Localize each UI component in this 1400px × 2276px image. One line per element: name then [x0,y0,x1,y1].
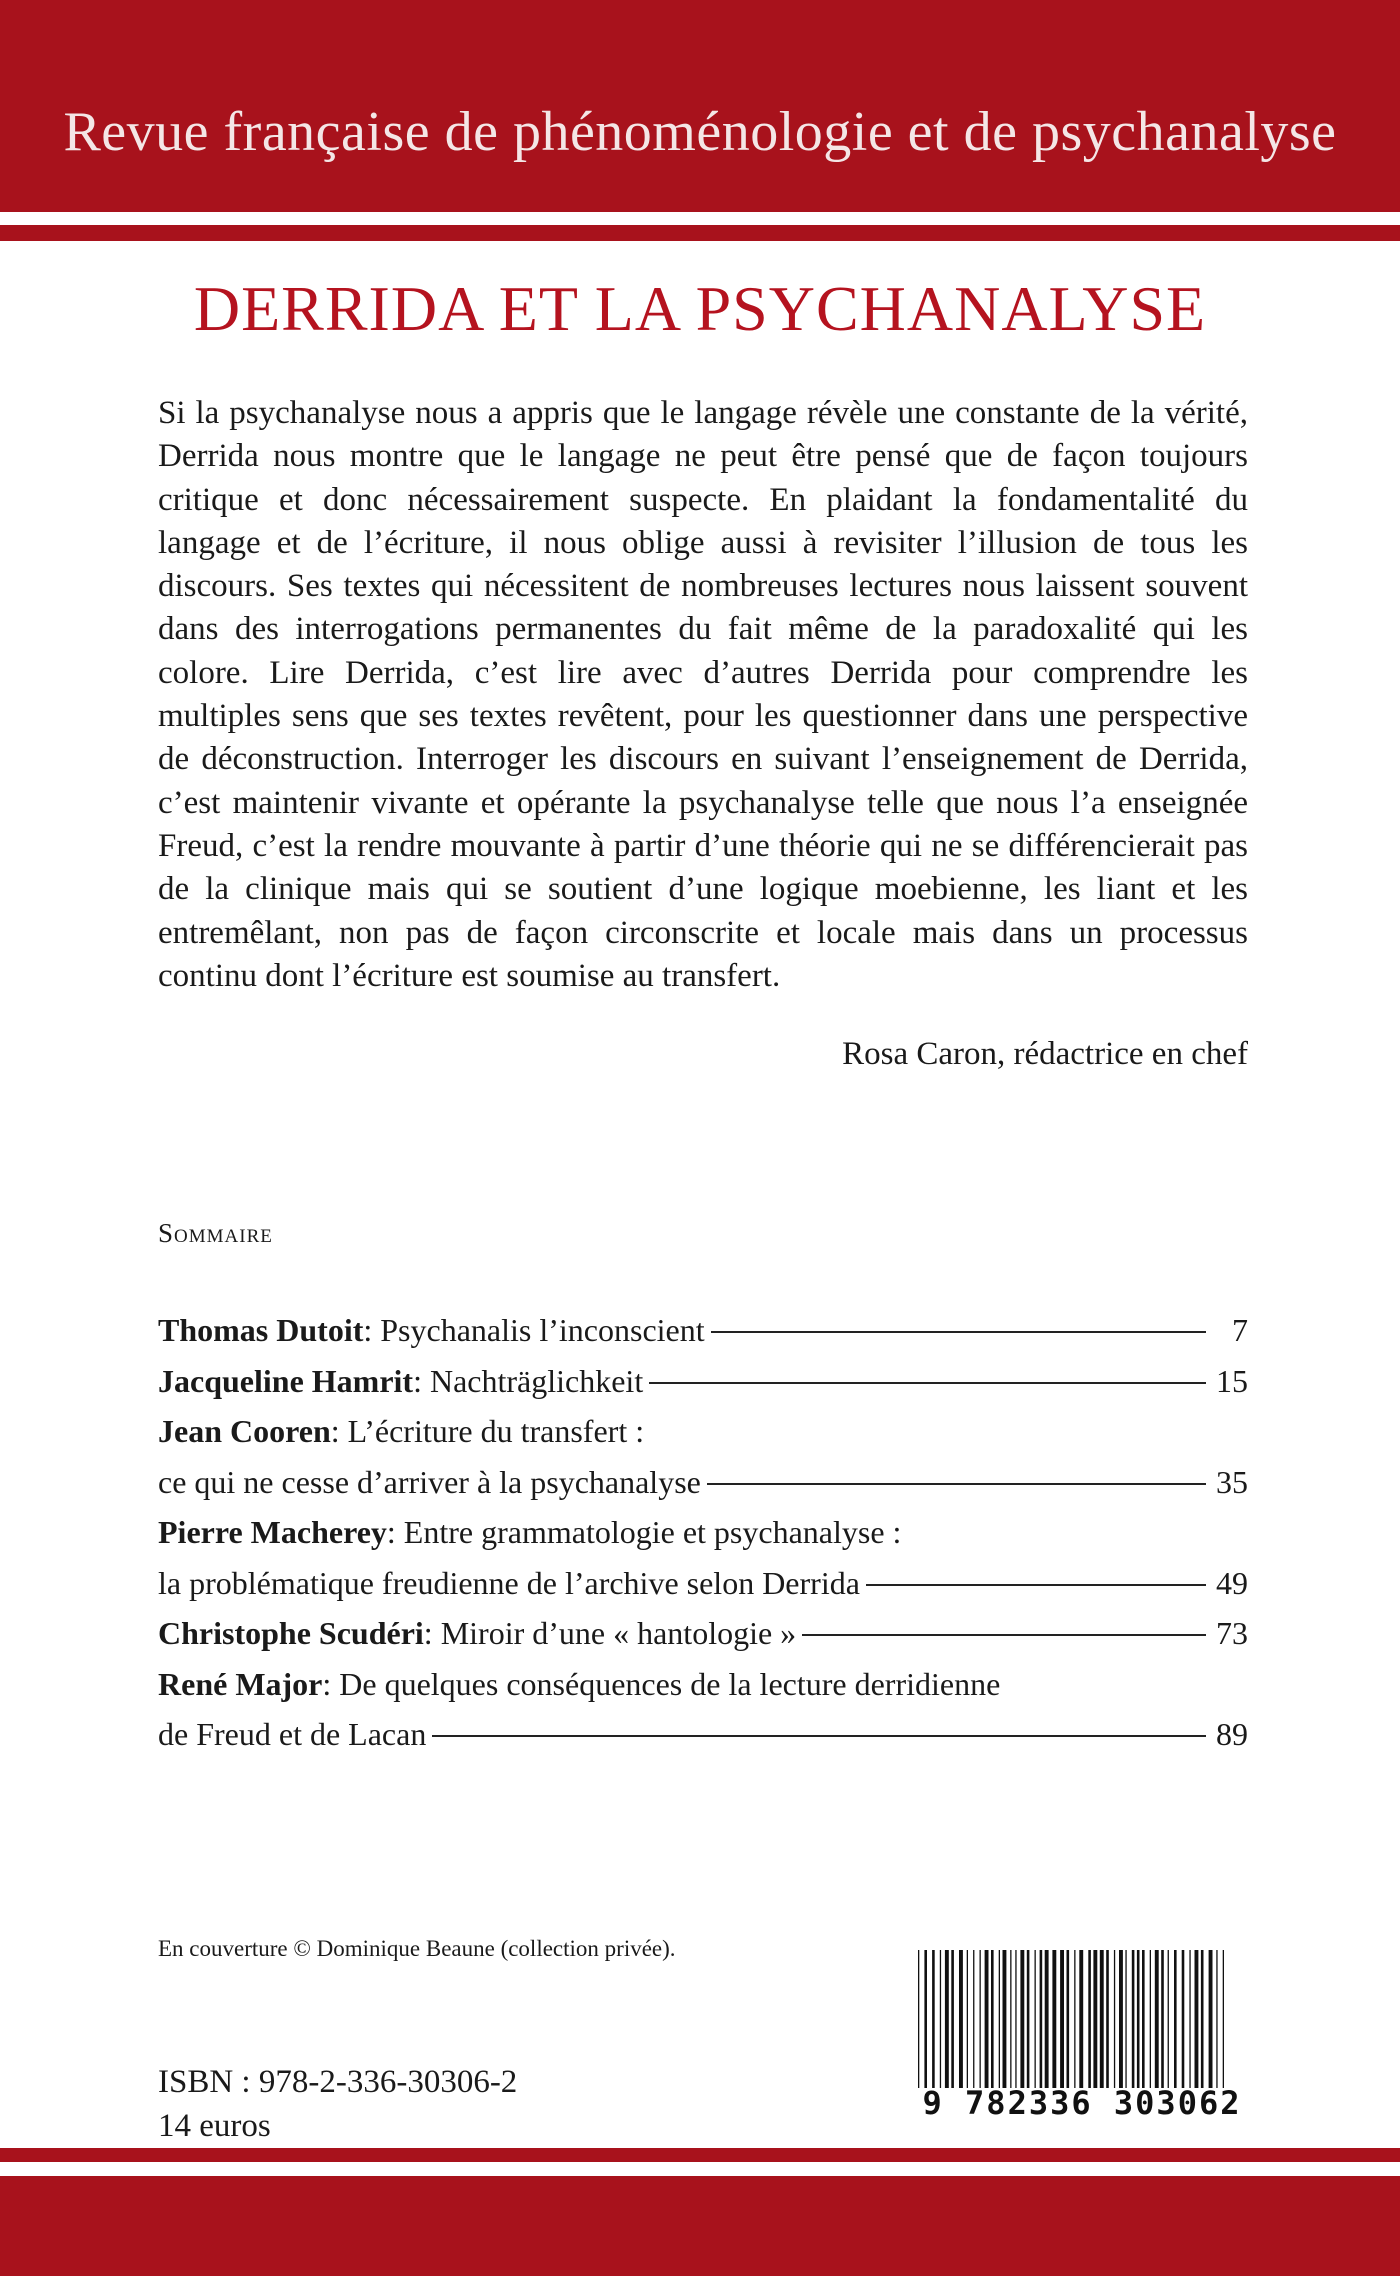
price: 14 euros [158,2108,271,2144]
barcode-bar [1168,1950,1169,2088]
barcode-bar [1195,1950,1199,2088]
barcode-bar [1161,1950,1164,2088]
isbn: ISBN : 978-2-336-30306-2 [158,2064,518,2100]
toc-leader-line [802,1634,1206,1636]
barcode-bar [1125,1950,1126,2088]
barcode-bar [1088,1950,1091,2088]
toc-title-continuation: ce qui ne cesse d’arriver à la psychanalyse [158,1463,701,1500]
toc-title: : Nachträglichkeit [413,1362,644,1399]
barcode-bar [1045,1950,1049,2088]
toc-leader-line [432,1735,1206,1737]
abstract [158,392,1248,998]
barcode-bar [1137,1950,1140,2088]
toc-title: : Entre grammatologie et psychanalyse : [386,1514,902,1550]
barcode-bar [1132,1950,1135,2088]
barcode-bar [991,1950,994,2088]
barcode-bar [1074,1950,1075,2088]
toc-page-number: 35 [1216,1463,1248,1500]
barcode-bars [904,1950,1260,2088]
cover-credit: En couverture © Dominique Beaune (collection privée). [158,1936,676,1961]
toc-author: Jean Cooren [158,1413,331,1449]
toc-author: Thomas Dutoit [158,1312,364,1348]
toc-entry [158,1608,1248,1659]
toc-entry [158,1356,1248,1407]
sommaire-heading: Sommaire [158,1218,273,1248]
toc-title: : Psychanalis l’inconscient [363,1312,705,1348]
barcode-bar [1142,1950,1145,2088]
header-rule [0,225,1400,241]
barcode-bar [1010,1950,1011,2088]
toc-entry-continuation [158,1709,1248,1760]
toc-leader-line [711,1331,1206,1333]
barcode-bar [999,1950,1000,2088]
toc-entry-continuation [158,1457,1248,1508]
barcode-bar [1150,1950,1151,2088]
barcode-bar [918,1950,919,2088]
barcode-bar [1189,1950,1190,2088]
toc-page-number: 49 [1216,1564,1248,1601]
table-of-contents [158,1305,1248,1760]
footer-rule [0,2148,1400,2162]
barcode-bar [1216,1950,1217,2088]
toc-leader-line [649,1382,1206,1384]
toc-entry [158,1406,1248,1457]
barcode-bar [951,1950,954,2088]
barcode-digits: 9 782336 303062 [922,2084,1242,2122]
toc-author: Christophe Scudéri [158,1615,424,1651]
toc-leader-line [866,1584,1206,1586]
barcode-bar [980,1950,981,2088]
barcode-bar [1114,1950,1115,2088]
toc-page-number: 89 [1216,1716,1248,1752]
toc-page-number: 73 [1216,1615,1248,1651]
barcode-bar [1209,1950,1213,2088]
barcode-bar [1106,1950,1109,2088]
barcode-bar [959,1950,963,2088]
toc-entry-continuation [158,1558,1248,1609]
barcode-bar [1027,1950,1030,2088]
barcode-bar [1155,1950,1159,2088]
barcode-bar [1079,1950,1083,2088]
series-title: Revue française de phénoménologie et de psychanalyse [63,101,1337,163]
toc-title: : Miroir d’une « hantologie » [423,1615,797,1651]
barcode-bar [1174,1950,1177,2088]
barcode-bar [1015,1950,1016,2088]
barcode-bar [1223,1950,1224,2088]
barcode-bar [1035,1950,1036,2088]
barcode-bar [1067,1950,1070,2088]
barcode-bar [945,1950,949,2088]
toc-page-number: 7 [1232,1312,1248,1348]
barcode-bar [940,1950,941,2088]
isbn-block [158,2060,517,2148]
toc-title: : L’écriture du transfert : [330,1413,645,1449]
barcode-bar [1182,1950,1185,2088]
barcode-bar [1119,1950,1123,2088]
toc-entry [158,1507,1248,1558]
barcode-bar [973,1950,974,2088]
barcode-bar [1060,1950,1064,2088]
toc-title-continuation: la problématique freudienne de l’archive selon Derrida [158,1564,860,1601]
toc-author: Pierre Macherey [158,1514,387,1550]
barcode [904,1950,1260,2122]
toc-entry [158,1659,1248,1710]
barcode-bar [1093,1950,1097,2088]
toc-page-number: 15 [1216,1362,1248,1399]
barcode-bar [924,1950,927,2088]
toc-author: René Major [158,1665,323,1702]
abstract-signature: Rosa Caron, rédactrice en chef [842,1036,1248,1072]
barcode-bar [985,1950,989,2088]
toc-author: Jacqueline Hamrit [158,1362,414,1399]
toc-leader-line [707,1483,1206,1485]
barcode-bar [1020,1950,1024,2088]
abstract-text: Si la psychanalyse nous a appris que le langage révèle une constante de la vérité, Derrida nous montre que le langage ne peut être pensé que de façon toujours critique et donc nécessairement suspecte. En plaidant la fondamentalité du langage et de l’écriture, il nous oblige aussi à revisiter l’illusion de tous les discours. Ses textes qui nécessitent de nombreuses lectures nous laissent souvent dans des interrogations permanentes du fait même de la paradoxalité qui les colore. Lire Derrida, c’est lire avec d’autres Derrida pour comprendre les multiples sens que ses textes revêtent, pour les questionner dans une perspective de déconstruction. Interroger les discours en suivant l’enseignement de Derrida, c’est maintenir vivante et opérante la psychanalyse telle que nous l’a enseignée Freud, c’est la rendre mouvante à partir d’une théorie qui ne se différencierait pas de la clinique mais qui se soutient d’une logique moebienne, les liant et les entremêlant, non pas de façon circonscrite et locale mais dans un processus continu dont l’écriture est soumise au transfert. [158,395,1248,994]
barcode-bar [1040,1950,1043,2088]
toc-title-continuation: de Freud et de Lacan [158,1716,427,1752]
toc-title: : De quelques conséquences de la lecture derridienne [322,1665,1001,1702]
barcode-bar [1201,1950,1204,2088]
footer-band [0,2176,1400,2276]
barcode-bar [932,1950,935,2088]
toc-entry [158,1305,1248,1356]
book-title: DERRIDA ET LA PSYCHANALYSE [193,273,1207,344]
barcode-bar [1003,1950,1007,2088]
barcode-bar [1100,1950,1104,2088]
barcode-bar [967,1950,968,2088]
barcode-bar [1052,1950,1056,2088]
